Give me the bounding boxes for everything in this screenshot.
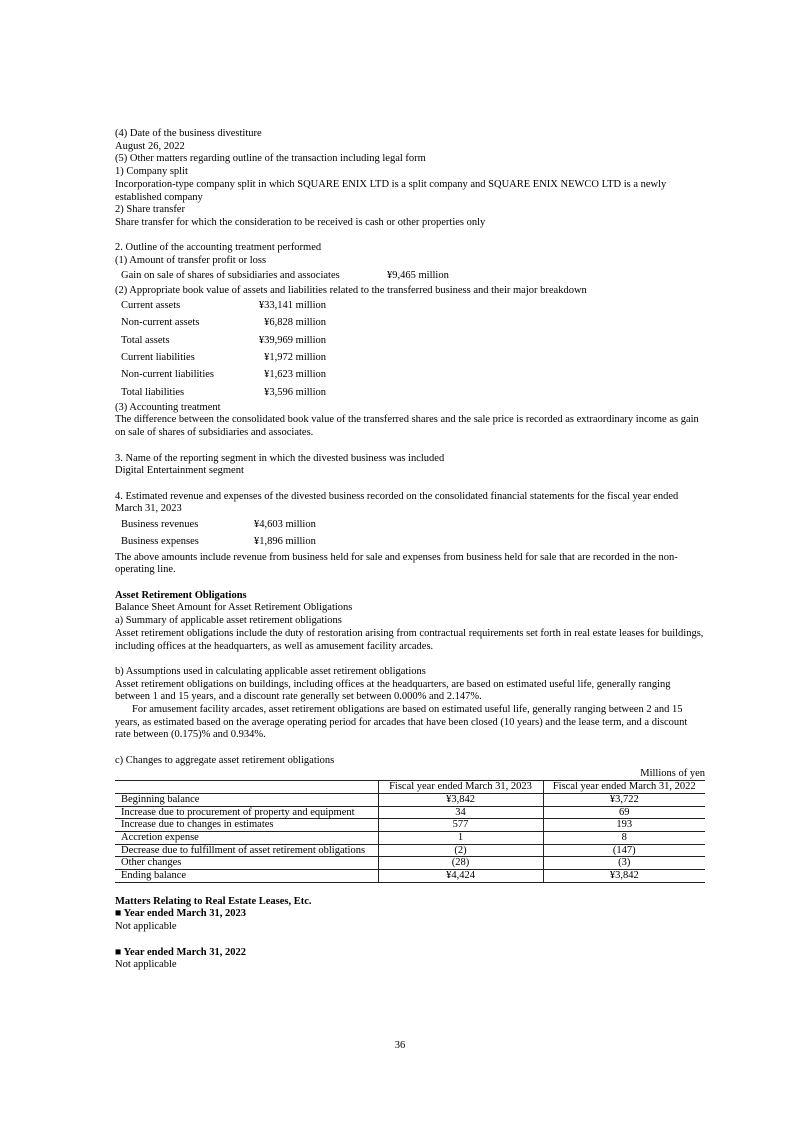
spacer bbox=[115, 653, 705, 666]
book-value-amount: ¥6,828 million bbox=[264, 317, 326, 329]
aro-row-fy2022-value: 193 bbox=[543, 819, 705, 832]
aro-subheading: Balance Sheet Amount for Asset Retirement Obligations bbox=[115, 602, 353, 614]
divestiture-date-label: (4) Date of the business divestiture bbox=[115, 128, 262, 139]
aro-assumptions-text-buildings: Asset retirement obligations on buildings, including offices at the headquarters, are based on estimated useful life, generally ranging between 1 and 15 years, and a discount rate generally set between 0.000% and 2.147%. bbox=[115, 678, 671, 703]
estimate-row bbox=[115, 516, 705, 534]
gain-on-sale-row bbox=[115, 268, 705, 285]
accounting-treatment-label: (3) Accounting treatment bbox=[115, 401, 221, 413]
aro-row-fy2022-value: 69 bbox=[543, 806, 705, 819]
estimates-list bbox=[115, 516, 705, 552]
book-value-heading: (2) Appropriate book value of assets and liabilities related to the transferred business and their major breakdown bbox=[115, 284, 587, 296]
book-value-amount: ¥1,623 million bbox=[264, 369, 326, 381]
spacer bbox=[115, 577, 705, 590]
spacer bbox=[115, 883, 705, 896]
book-value-row bbox=[115, 315, 705, 332]
book-value-amount: ¥39,969 million bbox=[258, 334, 326, 346]
table-unit-label: Millions of yen bbox=[640, 767, 705, 779]
book-value-row bbox=[115, 350, 705, 367]
book-value-label: Current liabilities bbox=[121, 351, 195, 363]
transfer-profit-label: (1) Amount of transfer profit or loss bbox=[115, 255, 267, 267]
aro-row-fy2023-value: (28) bbox=[378, 857, 543, 870]
spacer bbox=[115, 440, 705, 453]
aro-row-fy2023-value: 577 bbox=[378, 819, 543, 832]
aro-row-label: Decrease due to fulfillment of asset retirement obligations bbox=[115, 844, 378, 857]
aro-changes-label: c) Changes to aggregate asset retirement obligations bbox=[115, 754, 335, 766]
estimate-row bbox=[115, 534, 705, 552]
aro-row-fy2023-value: (2) bbox=[378, 844, 543, 857]
aro-row-label: Ending balance bbox=[115, 870, 378, 883]
aro-table-row bbox=[115, 870, 705, 883]
estimates-note: The above amounts include revenue from business held for sale and expenses from business held for sale that are recorded in the non-operating line. bbox=[115, 551, 678, 576]
aro-row-label: Accretion expense bbox=[115, 832, 378, 845]
book-value-amount: ¥1,972 million bbox=[264, 351, 326, 363]
document-body bbox=[115, 128, 705, 972]
book-value-label: Total liabilities bbox=[121, 386, 185, 398]
gain-on-sale-label: Gain on sale of shares of subsidiaries and associates bbox=[121, 269, 340, 281]
segment-value: Digital Entertainment segment bbox=[115, 465, 244, 477]
aro-summary-label: a) Summary of applicable asset retirement obligations bbox=[115, 615, 342, 627]
segment-heading: 3. Name of the reporting segment in which the divested business was included bbox=[115, 452, 445, 464]
aro-summary-text: Asset retirement obligations include the duty of restoration arising from contractual requirements set forth in real estate leases for buildings, including offices at the headquarters, as well as amusement facility arcades. bbox=[115, 627, 704, 652]
spacer bbox=[115, 742, 705, 755]
aro-assumptions-text-arcades: For amusement facility arcades, asset retirement obligations are based on estimated useful life, generally ranging between 2 and 15 years, as estimated based on the average operating period for arcades that have been closed (10 years) and the lease term, and a discount rate between (0.175)% and 0.934%. bbox=[115, 704, 688, 741]
spacer bbox=[115, 230, 705, 243]
estimate-label: Business expenses bbox=[121, 536, 199, 548]
aro-table-header-row bbox=[115, 781, 705, 794]
share-transfer-text: Share transfer for which the consideration to be received is cash or other properties only bbox=[115, 216, 486, 228]
leases-year-2022-value: Not applicable bbox=[115, 959, 177, 971]
leases-year-2023-value: Not applicable bbox=[115, 921, 177, 933]
aro-table-row bbox=[115, 844, 705, 857]
book-value-label: Non-current liabilities bbox=[121, 369, 215, 381]
aro-row-fy2023-value: 34 bbox=[378, 806, 543, 819]
aro-table-row bbox=[115, 832, 705, 845]
aro-heading: Asset Retirement Obligations bbox=[115, 589, 247, 601]
aro-table-row bbox=[115, 806, 705, 819]
book-value-amount: ¥3,596 million bbox=[264, 386, 326, 398]
company-split-label: 1) Company split bbox=[115, 166, 188, 178]
page-number: 36 bbox=[394, 1040, 406, 1051]
accounting-heading: 2. Outline of the accounting treatment performed bbox=[115, 242, 322, 254]
aro-row-fy2023-value: ¥4,424 bbox=[378, 870, 543, 883]
book-value-label: Total assets bbox=[121, 334, 170, 346]
aro-row-fy2022-value: ¥3,842 bbox=[543, 870, 705, 883]
book-value-amount: ¥33,141 million bbox=[258, 299, 326, 311]
book-value-row bbox=[115, 384, 705, 401]
estimate-amount: ¥4,603 million bbox=[254, 518, 316, 530]
book-value-label: Non-current assets bbox=[121, 317, 200, 329]
aro-header-empty bbox=[115, 781, 378, 794]
estimate-label: Business revenues bbox=[121, 518, 199, 530]
aro-table-row bbox=[115, 857, 705, 870]
aro-row-fy2023-value: 1 bbox=[378, 832, 543, 845]
aro-row-fy2022-value: 8 bbox=[543, 832, 705, 845]
aro-row-fy2023-value: ¥3,842 bbox=[378, 793, 543, 806]
book-value-row bbox=[115, 367, 705, 384]
aro-row-fy2022-value: (147) bbox=[543, 844, 705, 857]
spacer bbox=[115, 934, 705, 947]
aro-row-label: Other changes bbox=[115, 857, 378, 870]
share-transfer-label: 2) Share transfer bbox=[115, 204, 185, 216]
aro-row-fy2022-value: (3) bbox=[543, 857, 705, 870]
accounting-treatment-text: The difference between the consolidated book value of the transferred shares and the sale price is recorded as extraordinary income as gain on sale of shares of subsidiaries and associates. bbox=[115, 414, 699, 439]
aro-row-label: Increase due to procurement of property and equipment bbox=[115, 806, 378, 819]
leases-year-2023-heading: ■ Year ended March 31, 2023 bbox=[115, 908, 246, 920]
aro-changes-table bbox=[115, 780, 705, 883]
book-value-label: Current assets bbox=[121, 299, 181, 311]
spacer bbox=[115, 478, 705, 491]
estimates-heading: 4. Estimated revenue and expenses of the divested business recorded on the consolidated financial statements for the fiscal year ended March 31, 2023 bbox=[115, 490, 679, 515]
book-value-row bbox=[115, 332, 705, 349]
leases-year-2022-heading: ■ Year ended March 31, 2022 bbox=[115, 946, 246, 958]
aro-row-label: Increase due to changes in estimates bbox=[115, 819, 378, 832]
book-value-list bbox=[115, 297, 705, 401]
aro-row-label: Beginning balance bbox=[115, 793, 378, 806]
aro-header-fy2023: Fiscal year ended March 31, 2023 bbox=[378, 781, 543, 794]
leases-heading: Matters Relating to Real Estate Leases, Etc. bbox=[115, 895, 312, 907]
gain-on-sale-amount: ¥9,465 million bbox=[387, 269, 449, 281]
company-split-text: Incorporation-type company split in which SQUARE ENIX LTD is a split company and SQUARE ENIX NEWCO LTD is a newly established company bbox=[115, 178, 667, 203]
aro-table-row bbox=[115, 819, 705, 832]
estimate-amount: ¥1,896 million bbox=[254, 536, 316, 548]
book-value-row bbox=[115, 297, 705, 314]
aro-table-row bbox=[115, 793, 705, 806]
other-matters-label: (5) Other matters regarding outline of the transaction including legal form bbox=[115, 153, 426, 165]
divestiture-date-value: August 26, 2022 bbox=[115, 140, 185, 152]
aro-header-fy2022: Fiscal year ended March 31, 2022 bbox=[543, 781, 705, 794]
aro-row-fy2022-value: ¥3,722 bbox=[543, 793, 705, 806]
aro-assumptions-label: b) Assumptions used in calculating applicable asset retirement obligations bbox=[115, 665, 426, 677]
